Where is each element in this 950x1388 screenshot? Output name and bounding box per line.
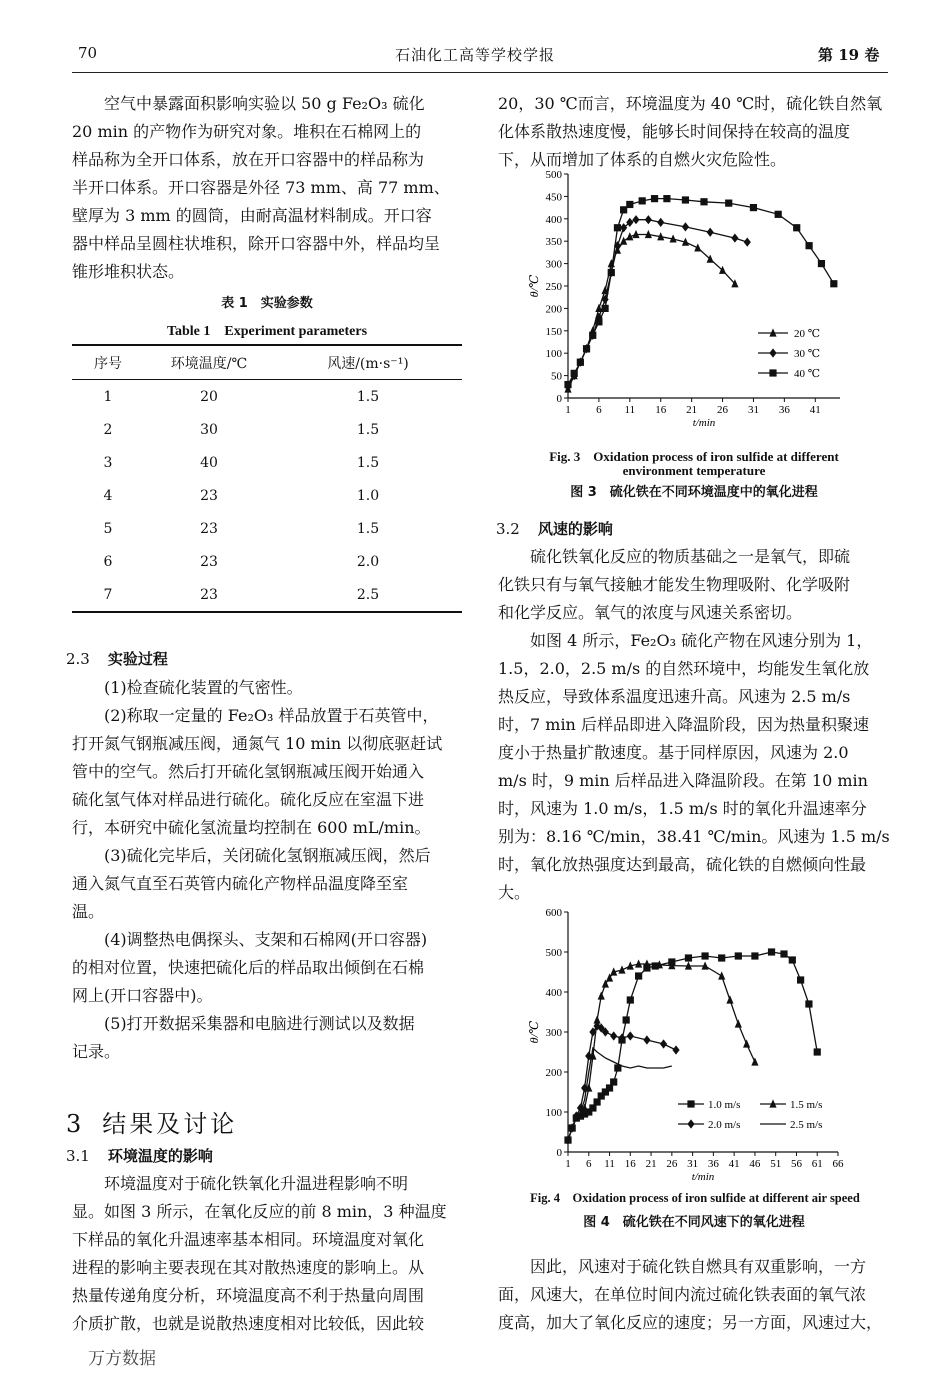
text-line: (3)硫化完毕后，关闭硫化氢钢瓶减压阀，然后 [104,846,431,865]
table-cell: 23 [200,520,218,537]
square-marker [614,224,621,231]
diamond-marker [643,1035,650,1044]
text-line: 行，本研究中硫化氢流量均控制在 600 mL/min。 [72,818,431,837]
table-caption-cn: 表 1 实验参数 [221,296,313,311]
x-tick-label: 6 [586,1158,592,1170]
text-line: 显。如图 3 所示，在氧化反应的前 8 min，3 种温度 [72,1202,447,1221]
triangle-marker [598,991,605,999]
table-cell: 3 [103,454,113,471]
square-marker [814,1048,821,1055]
text-line: 热反应，导致体系温度迅速升高。风速为 2.5 m/s [498,687,851,706]
diamond-marker [672,1045,679,1054]
x-tick-label: 6 [596,404,602,416]
square-marker [830,280,837,287]
fig3-caption-en [498,446,890,479]
text-line: 管中的空气。然后打开硫化氢钢瓶减压阀开始通入 [72,762,425,781]
series-line [568,964,755,1140]
table-header: 序号 [94,355,122,372]
table-cell: 23 [200,553,218,570]
section-3-2-heading [496,518,613,539]
section-3-heading [66,1104,237,1139]
y-tick-label: 400 [545,987,562,999]
fig4-caption-en: Fig. 4 Oxidation process of iron sulfide at different air speed [530,1191,860,1205]
y-axis-label: θ/℃ [527,1020,541,1044]
x-tick-label: 41 [809,404,821,416]
legend-label: 1.5 m/s [790,1099,823,1111]
y-tick-label: 450 [545,191,562,204]
table-cell: 20 [200,388,218,405]
table-cell: 1.5 [356,388,380,405]
square-marker [583,345,590,352]
table-row [72,413,462,446]
square-marker [620,206,627,213]
fig3-chart [500,166,880,436]
triangle-marker [707,255,714,263]
x-tick-label: 16 [655,404,667,416]
diamond-marker [707,228,714,237]
table-caption-en: Table 1 Experiment parameters [166,324,368,339]
text-line: 下样品的氧化升温速率基本相同。环境温度对氧化 [72,1230,425,1249]
diamond-marker [626,218,633,227]
square-marker [627,996,634,1003]
text-line: 壁厚为 3 mm 的圆筒，由耐高温材料制成。开口容 [72,206,432,225]
x-tick-label: 46 [749,1158,761,1170]
x-tick-label: 21 [645,1158,657,1170]
table-cell: 2 [103,421,113,438]
diamond-marker [682,222,689,231]
square-marker [610,1078,617,1085]
square-marker [626,201,633,208]
x-tick-label: 31 [747,404,759,416]
diamond-marker [610,1031,617,1040]
y-tick-label: 150 [545,325,562,338]
text-line: 20，30 ℃而言，环境温度为 40 ℃时，硫化铁自然氧 [498,94,883,113]
text-line: 通入氮气直至石英管内硫化产物样品温度降至室 [72,874,409,893]
x-tick-label: 1 [565,404,571,416]
square-marker [571,370,578,377]
x-tick-label: 41 [728,1158,740,1170]
square-marker [735,952,742,959]
text-line: 别为：8.16 ℃/min，38.41 ℃/min。风速为 1.5 m/s [498,827,890,846]
text-line: 硫化铁氧化反应的物质基础之一是氧气，即硫 [530,547,851,566]
x-tick-label: 26 [666,1158,678,1170]
journal-title: 石油化工高等学校学报 [395,46,556,64]
table-cell: 5 [103,520,113,537]
text-line: 化体系散热速度慢，能够长时间保持在较高的温度 [498,122,851,141]
square-marker [564,381,571,388]
y-tick-label: 350 [545,236,562,249]
square-marker [718,954,725,961]
square-marker [775,211,782,218]
text-line: 下，从而增加了体系的自燃火灾危险性。 [498,150,787,169]
text-line: 化铁只有与氧气接触才能发生物理吸附、化学吸附 [498,575,851,594]
triangle-marker [726,995,733,1003]
text-line: 1.5，2.0，2.5 m/s 的自然环境中，均能发生氧化放 [498,659,870,678]
y-tick-label: 200 [545,1067,562,1079]
text-line: 大。 [498,883,531,902]
diamond-marker [769,348,776,357]
table-row [72,578,462,611]
diamond-marker [632,215,639,224]
square-marker [687,1100,694,1107]
section-title: 结果及讨论 [102,1110,238,1138]
text-line: 温。 [72,902,105,921]
triangle-marker [719,266,726,274]
x-tick-label: 11 [604,1158,615,1170]
square-marker [639,197,646,204]
x-axis-label: t/min [691,1171,715,1183]
square-marker [623,1016,630,1023]
caption-line: Fig. 3 Oxidation process of iron sulfide at different [549,449,839,464]
legend-label: 2.0 m/s [708,1119,741,1131]
y-tick-label: 400 [545,213,562,226]
text-line: 面，风速大，在单位时间内流过硫化铁表面的氧气浓 [498,1285,867,1304]
text-line: (4)调整热电偶探头、支架和石棉网(开口容器) [104,930,428,949]
experiment-table [72,344,462,613]
square-marker [805,242,812,249]
y-tick-label: 50 [551,370,562,383]
text-line: 因此，风速对于硫化铁自燃具有双重影响，一方 [530,1257,867,1276]
square-marker [577,359,584,366]
triangle-marker [743,1039,750,1047]
process-paragraph [72,674,462,1066]
table-row [72,446,462,479]
text-line: 时，氧化放热强度达到最高，硫化铁的自燃倾向性最 [498,855,867,874]
square-marker [700,198,707,205]
y-tick-label: 300 [545,1027,562,1039]
x-tick-label: 21 [686,404,698,416]
text-line: 热量传递角度分析，环境温度高不利于热量向周围 [72,1286,425,1305]
text-line: 时，7 min 后样品即进入降温阶段，因为热量积聚速 [498,715,869,734]
square-marker [663,195,670,202]
triangle-marker [620,237,627,245]
text-line: 进程的影响主要表现在其对散热速度的影响上。从 [72,1258,425,1277]
text-line: 环境温度对于硫化铁氧化升温进程影响不明 [104,1174,409,1193]
table-cell: 30 [200,421,218,438]
square-marker [751,952,758,959]
text-line: m/s 时，9 min 后样品进入降温阶段。在第 10 min [498,771,868,790]
table-cell: 7 [103,586,113,603]
text-line: 和化学反应。氧气的浓度与风速关系密切。 [498,603,803,622]
triangle-marker [718,971,725,979]
page-number: 70 [78,44,98,62]
x-tick-label: 1 [565,1158,571,1170]
x-tick-label: 16 [624,1158,636,1170]
square-marker [818,260,825,267]
table-cell: 2.5 [356,586,380,603]
text-line: 空气中暴露面积影响实验以 50 g Fe₂O₃ 硫化 [104,94,425,113]
table-cell: 40 [200,454,218,471]
legend-label: 20 ℃ [794,328,821,340]
x-tick-label: 56 [790,1158,802,1170]
text-line: 度高，加大了氧化反应的速度；另一方面，风速过大， [498,1313,883,1332]
section-2-3-heading [66,648,168,669]
intro-paragraph [72,90,462,286]
caption-line: environment temperature [622,463,766,478]
right-top-paragraph [498,90,890,174]
right-bottom-paragraph [498,1253,890,1337]
section-number: 3.1 [66,1147,90,1165]
square-marker [780,950,787,957]
table-cell: 1.5 [356,454,380,471]
text-line: (1)检查硫化装置的气密性。 [104,678,303,697]
section-number: 3.2 [496,520,520,538]
table-cell: 1.5 [356,520,380,537]
fig4-plot [527,907,844,1183]
table-cell: 1 [103,388,113,405]
square-marker [768,948,775,955]
legend-label: 40 ℃ [794,368,821,380]
header-rule [72,72,888,73]
y-tick-label: 250 [545,281,562,293]
diamond-marker [645,215,652,224]
fig4-caption-cn: 图 4 硫化铁在不同风速下的氧化进程 [583,1215,805,1230]
square-marker [797,976,804,983]
diamond-marker [657,218,664,227]
triangle-marker [735,1019,742,1027]
x-tick-label: 36 [707,1158,719,1170]
text-line: 20 min 的产物作为研究对象。堆积在石棉网上的 [72,122,422,141]
text-line: 硫化氢气体对样品进行硫化。硫化反应在室温下进 [72,790,425,809]
table-cell: 23 [200,586,218,603]
section-3-2-paragraph [498,543,890,907]
text-line: 如图 4 所示，Fe₂O₃ 硫化产物在风速分别为 1， [530,631,873,650]
fig3-plot [527,169,840,429]
text-line: 半开口体系。开口容器是外径 73 mm、高 77 mm、 [72,178,450,197]
y-tick-label: 500 [545,947,562,959]
x-tick-label: 36 [778,404,790,416]
x-tick-label: 11 [624,404,636,416]
fig3-caption-cn: 图 3 硫化铁在不同环境温度中的氧化进程 [570,485,818,500]
fig4-chart [500,904,880,1186]
y-tick-label: 500 [545,169,562,181]
y-tick-label: 0 [556,393,562,405]
text-line: 打开氮气钢瓶减压阀，通氮气 10 min 以彻底驱赶试 [72,734,443,753]
text-line: 锥形堆积状态。 [72,262,185,281]
diamond-marker [620,223,627,232]
legend-label: 30 ℃ [794,348,821,360]
table-header: 风速/(m·s⁻¹) [327,355,409,372]
section-3-1-paragraph [72,1170,462,1338]
x-tick-label: 51 [770,1158,782,1170]
square-marker [685,954,692,961]
x-tick-label: 26 [717,404,729,416]
legend-label: 1.0 m/s [708,1099,741,1111]
table-row [72,380,462,414]
text-line: (2)称取一定量的 Fe₂O₃ 样品放置于石英管中， [104,706,439,725]
diamond-marker [627,1031,634,1040]
y-tick-label: 0 [556,1147,562,1159]
text-line: 网上(开口容器中)。 [72,986,213,1005]
section-title: 风速的影响 [537,520,613,538]
section-3-1-heading [66,1145,213,1166]
y-tick-label: 100 [545,348,562,361]
text-line: 时，风速为 1.0 m/s，1.5 m/s 时的氧化升温速率分 [498,799,867,818]
table-row [72,479,462,512]
diamond-marker [731,233,738,242]
square-marker [608,269,615,276]
x-tick-label: 61 [811,1158,823,1170]
table-row [72,512,462,545]
square-marker [701,952,708,959]
square-marker [805,1000,812,1007]
table-cell: 2.0 [356,553,380,570]
square-marker [725,200,732,207]
square-marker [789,956,796,963]
square-marker [635,972,642,979]
section-title: 实验过程 [107,650,168,668]
y-axis-label: θ/℃ [527,274,541,298]
x-tick-label: 66 [832,1158,844,1170]
diamond-marker [660,1039,667,1048]
table-cell: 1.0 [356,487,380,504]
text-line: 的相对位置，快速把硫化后的样品取出倾倒在石棉 [72,958,425,977]
text-line: 器中样品呈圆柱状堆积，除开口容器中外，样品均呈 [72,234,441,253]
y-tick-label: 600 [545,907,562,919]
table-cell: 23 [200,487,218,504]
triangle-marker [751,1057,758,1065]
square-marker [651,195,658,202]
y-tick-label: 100 [545,1107,562,1119]
square-marker [589,332,596,339]
section-number: 2.3 [66,650,90,668]
text-line: 介质扩散，也就是说散热速度相对比较低，因此较 [72,1314,425,1333]
x-tick-label: 31 [687,1158,699,1170]
diamond-marker [744,237,751,246]
table-header: 环境温度/℃ [170,355,248,372]
table-cell: 6 [103,553,113,570]
legend-label: 2.5 m/s [790,1119,823,1131]
text-line: 度小于热量扩散速度。基于同样原因，风速为 2.0 [498,743,849,762]
square-marker [595,318,602,325]
section-number: 3 [66,1110,85,1138]
section-title: 环境温度的影响 [107,1147,213,1165]
text-line: 样品称为全开口体系，放在开口容器中的样品称为 [72,150,425,169]
square-marker [682,196,689,203]
y-tick-label: 200 [545,303,562,316]
table-cell: 1.5 [356,421,380,438]
table-cell: 4 [103,487,113,504]
series-line [568,220,747,387]
square-marker [601,305,608,312]
text-line: (5)打开数据采集器和电脑进行测试以及数据 [104,1014,415,1033]
square-marker [793,224,800,231]
square-marker [769,369,776,376]
volume-label: 第 19 卷 [818,46,880,64]
x-axis-label: t/min [692,417,716,429]
table-row [72,545,462,578]
square-marker [750,204,757,211]
diamond-marker [687,1119,694,1128]
text-line: 记录。 [72,1042,121,1061]
watermark-text: 万方数据 [88,1349,156,1369]
y-tick-label: 300 [545,258,562,271]
